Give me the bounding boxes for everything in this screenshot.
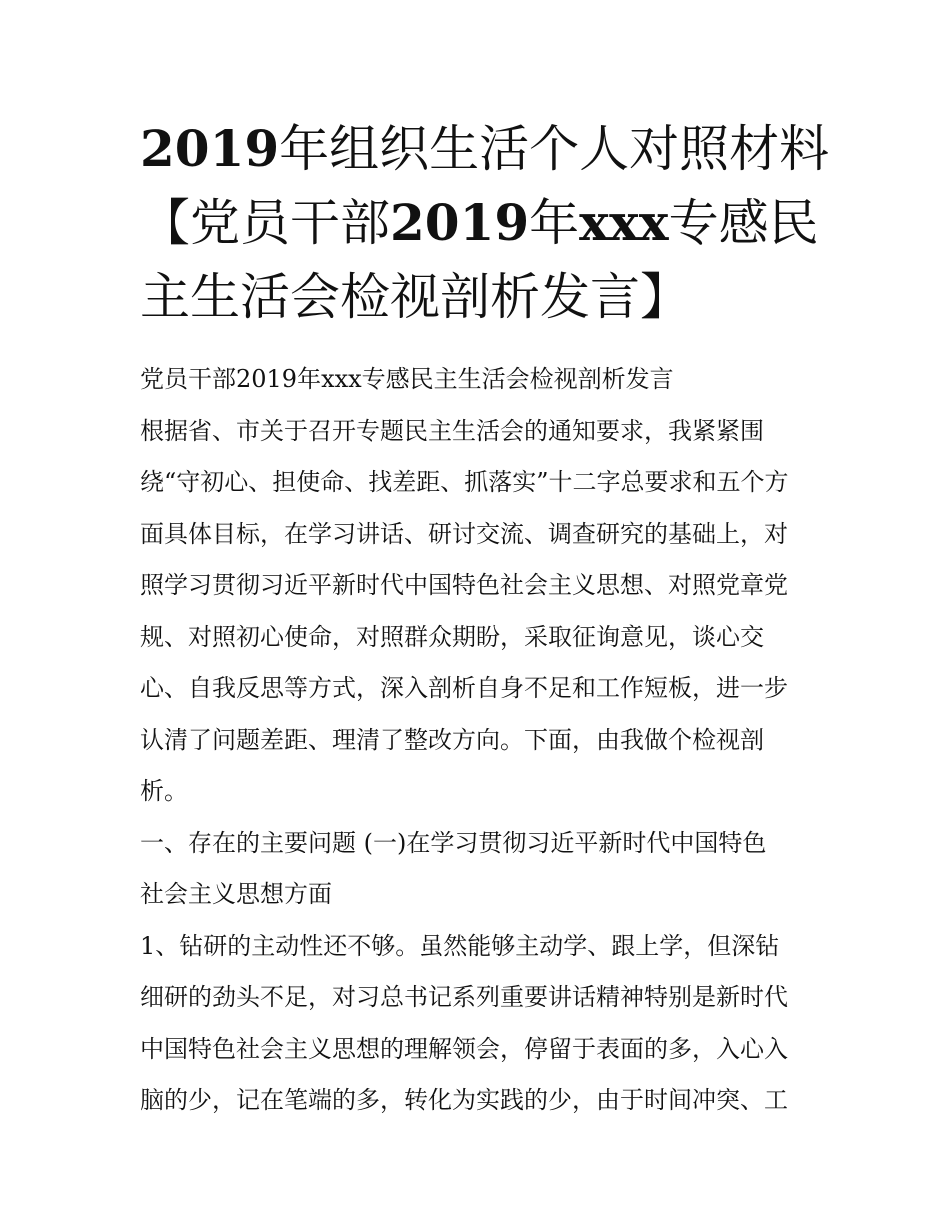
title-line-1 [140, 112, 830, 186]
body-line: 细研的劲头不足，对习总书记系列重要讲话精神特别是新时代 [140, 983, 788, 1011]
body-line: 社会主义思想方面 [140, 880, 332, 908]
body-line: 1、钻研的主动性还不够。虽然能够主动学、跟上学，但深钻 [140, 931, 780, 960]
title-text: 年组织生活个人对照材料 [279, 120, 830, 178]
body-line: 规、对照初心使命，对照群众期盼，采取征询意见，谈心交 [140, 622, 764, 651]
body-line: 心、自我反思等方式，深入剖析自身不足和工作短板，进一步 [140, 674, 788, 702]
body-line: 析。 [140, 777, 188, 805]
title-text: 年 [529, 194, 580, 252]
title-year: 2019 [140, 119, 280, 178]
body-line: 一、存在的主要问题 (一)在学习贯彻习近平新时代中国特色 [140, 828, 767, 857]
title-text: 【党员干部 [140, 194, 390, 252]
document-body [140, 354, 820, 1127]
body-line: 党员干部2019年xxx专感民主生活会检视剖析发言 [140, 365, 674, 393]
body-line: 脑的少，记在笔端的多，转化为实践的少，由于时间冲突、工 [140, 1086, 788, 1114]
title-placeholder: xxx [579, 193, 669, 252]
title-line-3: 主生活会检视剖析发言】 [140, 268, 690, 326]
body-line: 面具体目标，在学习讲话、研讨交流、调查研究的基础上，对 [140, 519, 788, 548]
title-line-2 [140, 186, 820, 260]
body-line: 绕“守初心、担使命、找差距、抓落实”十二字总要求和五个方 [140, 468, 789, 496]
body-line: 中国特色社会主义思想的理解领会，停留于表面的多，入心入 [140, 1034, 788, 1063]
title-year: 2019 [390, 193, 530, 252]
body-line: 根据省、市关于召开专题民主生活会的通知要求，我紧紧围 [140, 416, 764, 445]
title-text: 专感民 [668, 194, 819, 252]
body-line: 照学习贯彻习近平新时代中国特色社会主义思想、对照党章党 [140, 571, 788, 599]
body-line: 认清了问题差距、理清了整改方向。下面，由我做个检视剖 [140, 725, 764, 754]
document-title [140, 112, 830, 334]
